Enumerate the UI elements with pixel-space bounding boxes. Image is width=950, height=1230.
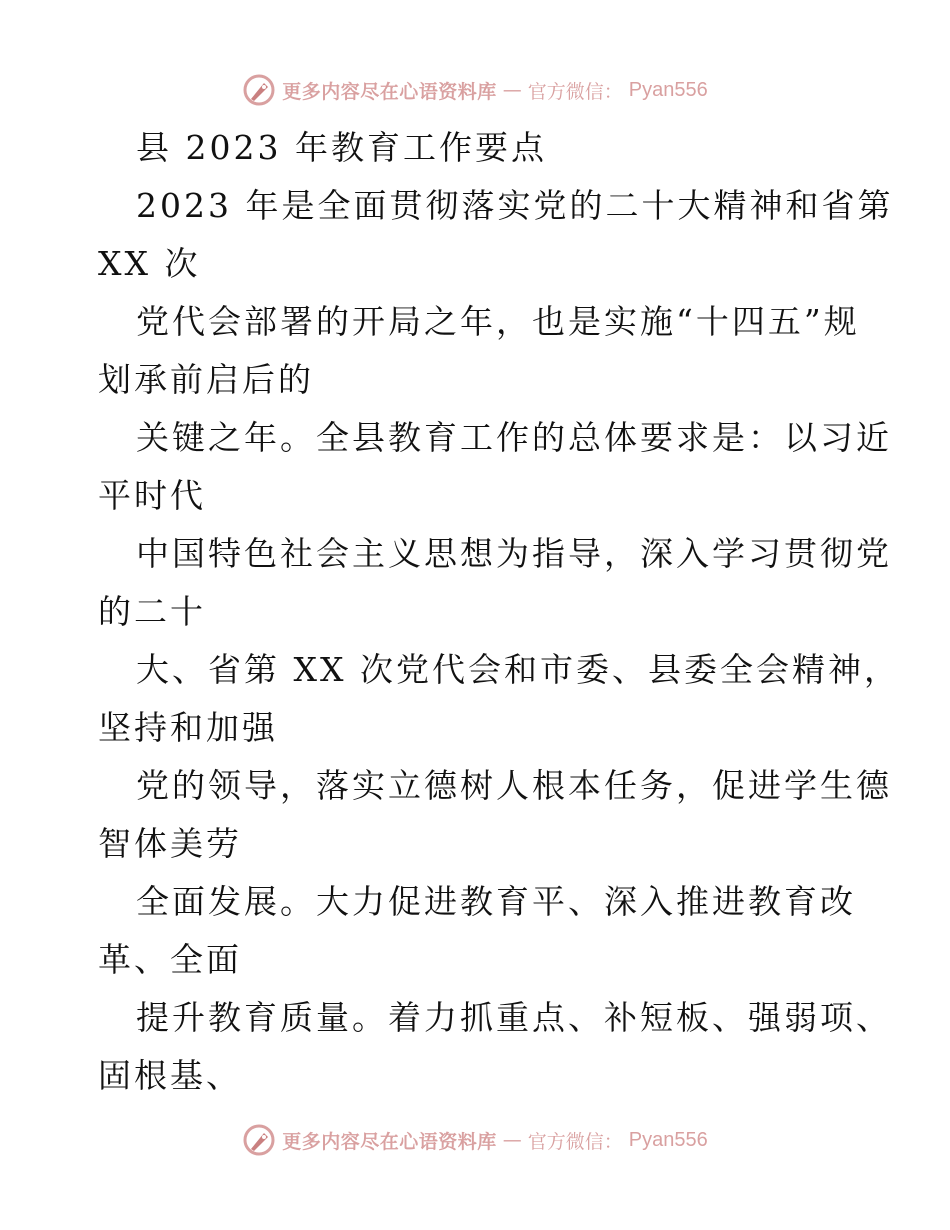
watermark-wechat-label: 官方微信： [527, 1130, 623, 1153]
pen-nib-logo-icon [242, 73, 276, 107]
document-title: 县 2023 年教育工作要点 [136, 128, 547, 167]
watermark-site-text: 更多内容尽在心语资料库 [282, 80, 497, 103]
document-line: 坚持和加强 [98, 708, 278, 747]
document-line: 中国特色社会主义思想为指导，深入学习贯彻党 [136, 534, 892, 573]
document-line: 全面发展。大力促进教育平、深入推进教育改 [136, 882, 856, 921]
document-line: 智体美劳 [98, 824, 242, 863]
document-line: 关键之年。全县教育工作的总体要求是：以习近 [136, 418, 892, 457]
pen-nib-logo-icon [242, 1123, 276, 1157]
document-line: 大、省第 XX 次党代会和市委、县委全会精神， [136, 650, 900, 689]
document-line: 提升教育质量。着力抓重点、补短板、强弱项、 [136, 998, 892, 1037]
document-line: 平时代 [98, 476, 206, 515]
watermark-banner-bottom [0, 1120, 950, 1160]
watermark-separator: — [502, 79, 522, 101]
document-line: 党代会部署的开局之年，也是实施“十四五”规 [136, 302, 860, 341]
watermark-wechat-id: Pyan556 [628, 78, 708, 101]
document-line: 党的领导，落实立德树人根本任务，促进学生德 [136, 766, 892, 805]
watermark-site-text: 更多内容尽在心语资料库 [282, 1130, 497, 1153]
document-line: 2023 年是全面贯彻落实党的二十大精神和省第 [136, 186, 894, 225]
document-line: 固根基、 [98, 1056, 242, 1095]
document-line: 划承前启后的 [98, 360, 314, 399]
document-line: 革、全面 [98, 940, 242, 979]
document-line: XX 次 [98, 244, 201, 283]
watermark-wechat-label: 官方微信： [527, 80, 623, 103]
watermark-banner-top [0, 70, 950, 110]
watermark-separator: — [502, 1129, 522, 1151]
document-line: 的二十 [98, 592, 206, 631]
watermark-wechat-id: Pyan556 [628, 1128, 708, 1151]
